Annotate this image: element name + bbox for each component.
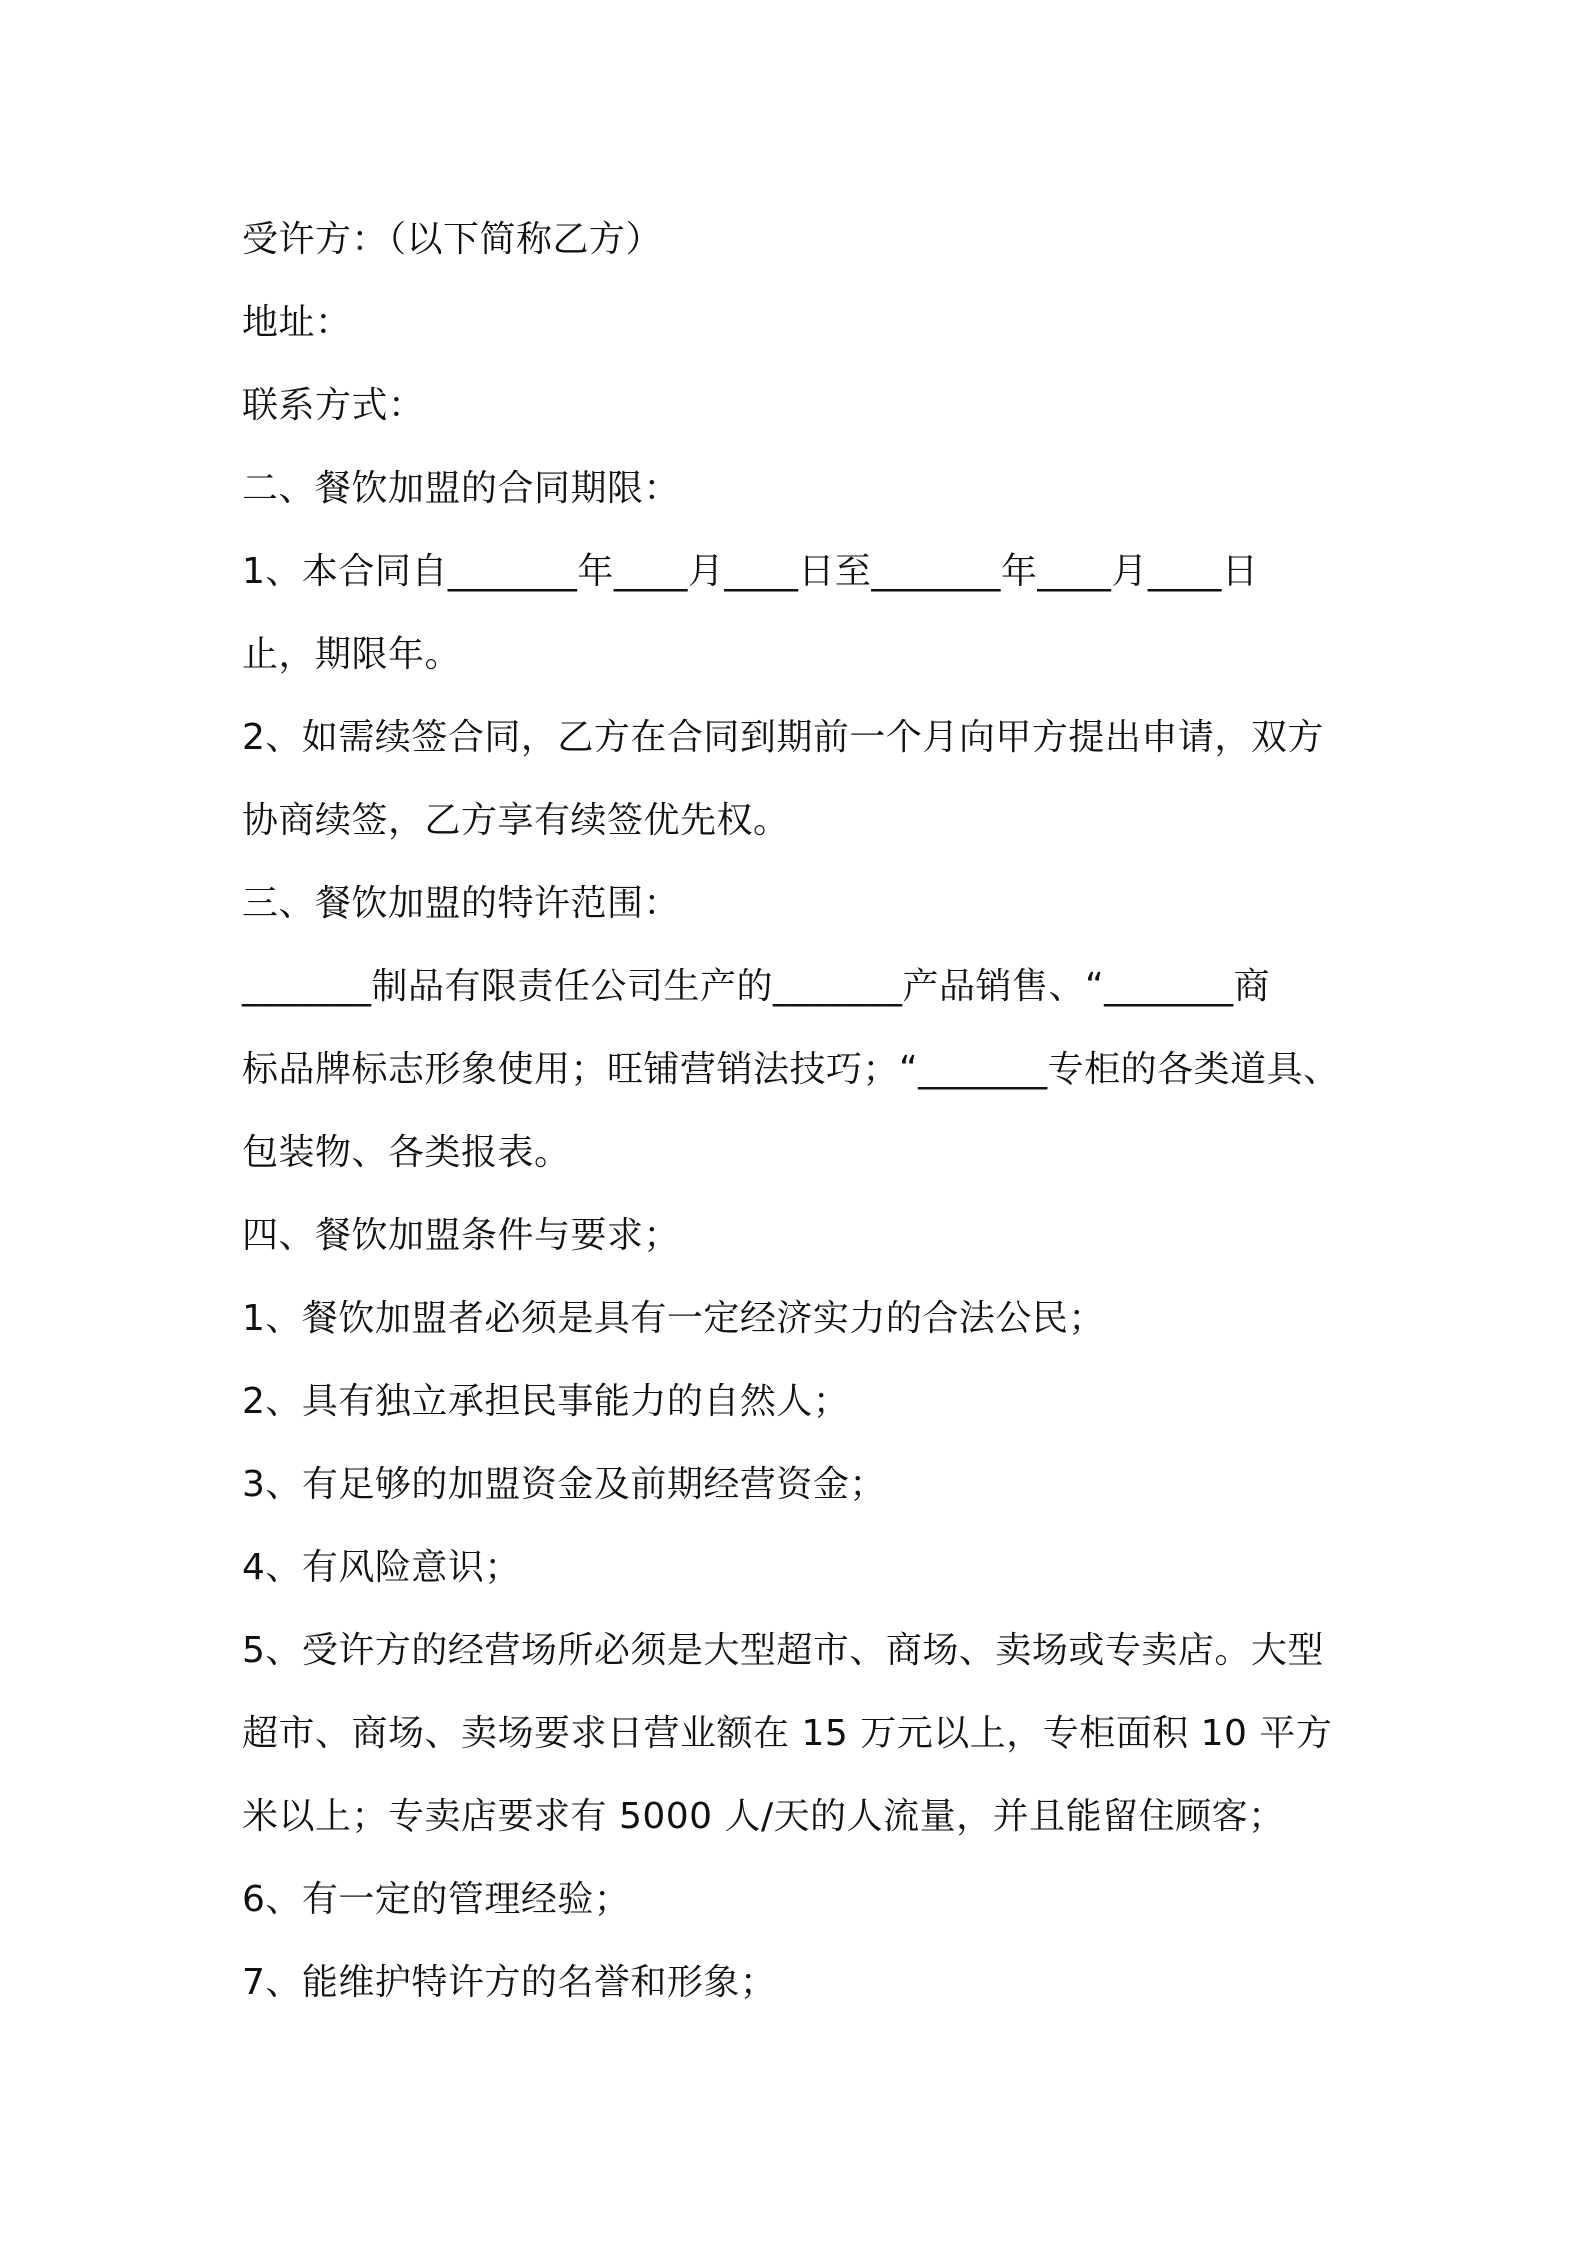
- licensee-line: 受许方：（以下简称乙方）: [242, 219, 663, 260]
- paragraph-line: 协商续签，乙方享有续签优先权。: [242, 800, 790, 841]
- list-item: 4、有风险意识；: [242, 1547, 521, 1588]
- paragraph-line: _______制品有限责任公司生产的_______产品销售、“_______商: [242, 966, 1271, 1007]
- paragraph-line: 2、如需续签合同，乙方在合同到期前一个月向甲方提出申请，双方: [242, 717, 1324, 758]
- document-body: [242, 198, 1372, 2024]
- list-item: 7、能维护特许方的名誉和形象；: [242, 1962, 777, 2003]
- section-heading-term: 二、餐饮加盟的合同期限：: [242, 468, 681, 509]
- list-item: 2、具有独立承担民事能力的自然人；: [242, 1381, 850, 1422]
- section-heading-conditions: 四、餐饮加盟条件与要求；: [242, 1215, 681, 1256]
- paragraph-line: 1、本合同自_______年____月____日至_______年____月____日: [242, 551, 1259, 592]
- list-item: 超市、商场、卖场要求日营业额在 15 万元以上，专柜面积 10 平方: [242, 1713, 1333, 1754]
- section-heading-scope: 三、餐饮加盟的特许范围：: [242, 883, 681, 924]
- address-line: 地址：: [242, 302, 352, 343]
- list-item: 6、有一定的管理经验；: [242, 1879, 631, 1920]
- list-item: 5、受许方的经营场所必须是大型超市、商场、卖场或专卖店。大型: [242, 1630, 1324, 1671]
- list-item: 1、餐饮加盟者必须是具有一定经济实力的合法公民；: [242, 1298, 1105, 1339]
- contact-line: 联系方式：: [242, 385, 425, 426]
- paragraph-line: 止，期限年。: [242, 634, 462, 675]
- list-item: 3、有足够的加盟资金及前期经营资金；: [242, 1464, 886, 1505]
- list-item: 米以上；专卖店要求有 5000 人/天的人流量，并且能留住顾客；: [242, 1796, 1285, 1837]
- paragraph-line: 标品牌标志形象使用；旺铺营销法技巧；“_______专柜的各类道具、: [242, 1049, 1340, 1090]
- paragraph-line: 包装物、各类报表。: [242, 1132, 571, 1173]
